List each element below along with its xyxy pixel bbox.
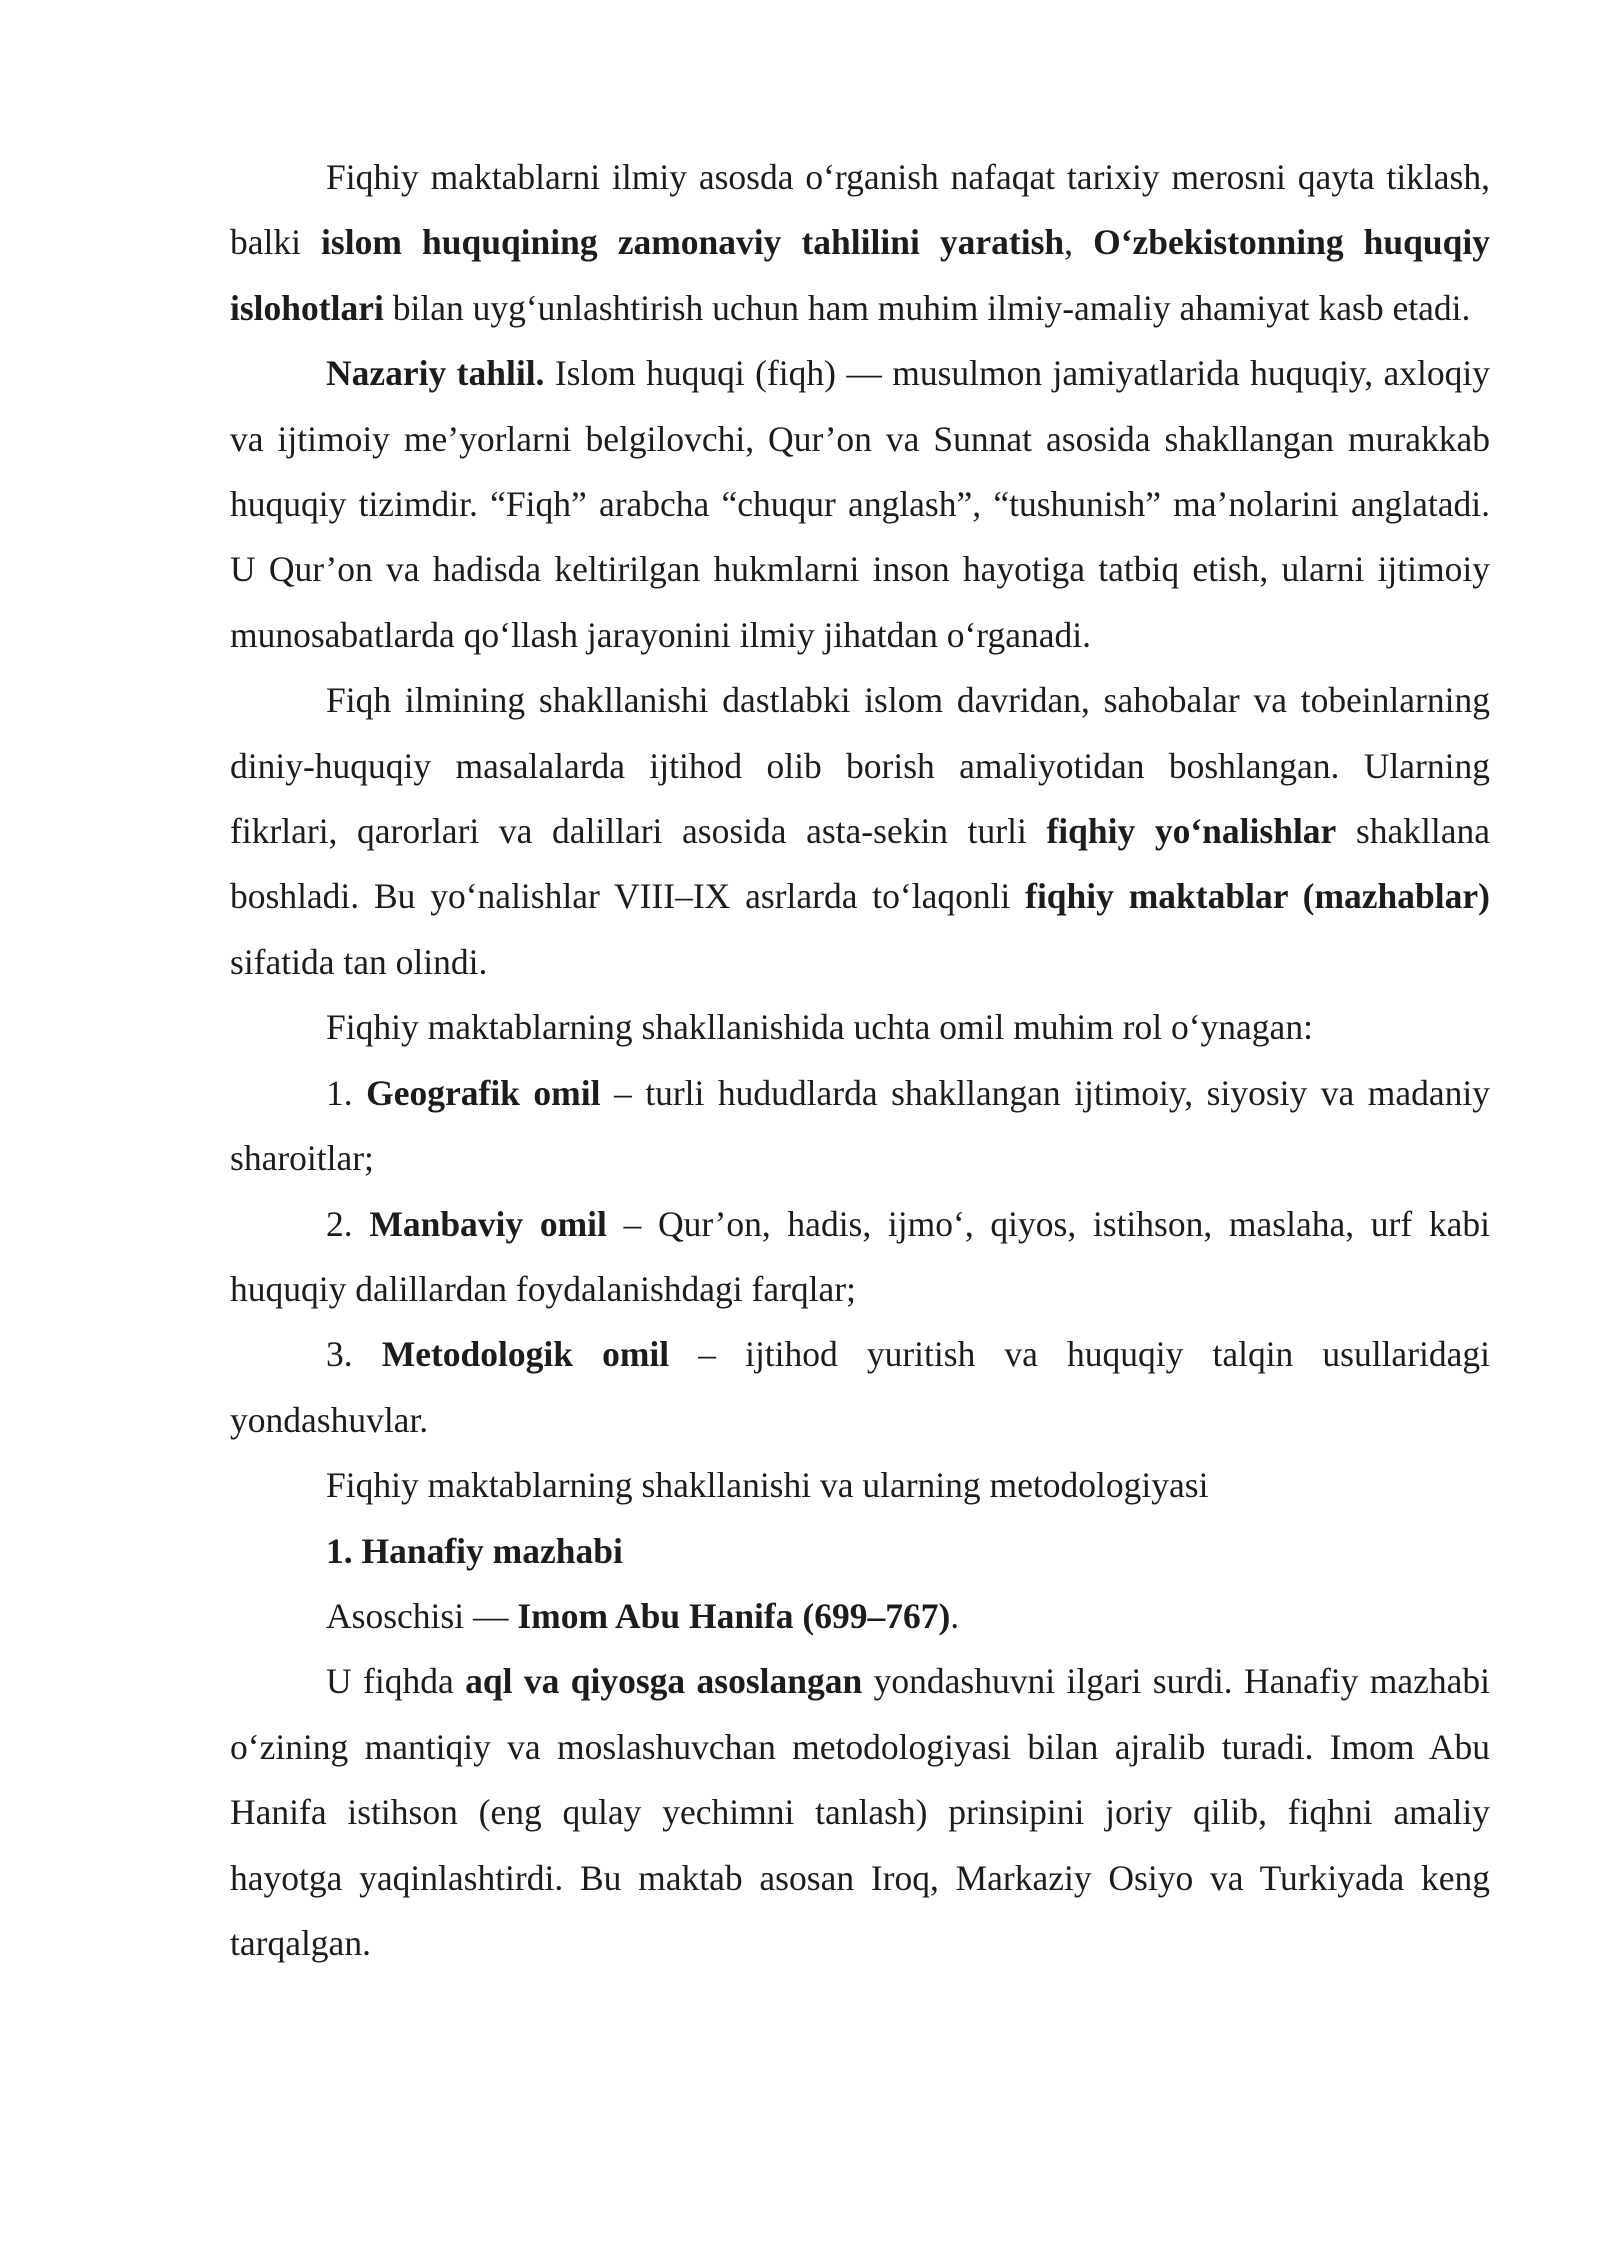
bold-text: O‘zbekistonning huquqiy islohotlari	[230, 222, 1490, 328]
bold-text: Geografik omil	[366, 1072, 601, 1113]
text-run: – ijtihod yuritish va huquqiy talqin usullaridagi yondashuvlar.	[230, 1334, 1490, 1440]
document-page	[230, 145, 1490, 1976]
text-run: bilan uyg‘unlashtirish uchun ham muhim ilmiy-amaliy ahamiyat kasb etadi.	[383, 287, 1471, 328]
text-run: U fiqhda	[326, 1661, 466, 1702]
bold-text: Manbaviy omil	[369, 1203, 607, 1244]
bold-text: Metodologik omil	[381, 1334, 670, 1375]
bold-text: aql va qiyosga asoslangan	[465, 1661, 863, 1702]
paragraph-p6	[230, 1192, 1490, 1323]
bold-text: fiqhiy yo‘nalishlar	[1046, 811, 1337, 852]
paragraph-p3	[230, 668, 1490, 995]
text-run: Islom huquqi (fiqh) — musulmon jamiyatlarida huquqiy, axloqiy va ijtimoiy me’yorlarni belgilovchi, Qur’on va Sunnat asosida shakllangan murakkab huquqiy tizimdir. “Fiqh” arabcha “chuqur anglash”, “tushunish” ma’nolarini anglatadi. U Qur’on va hadisda keltirilgan hukmlarni inson hayotiga tatbiq etish, ularni ijtimoiy munosabatlarda qo‘llash jarayonini ilmiy jihatdan o‘rganadi.	[230, 353, 1490, 655]
bold-text: 1. Hanafiy mazhabi	[326, 1530, 623, 1571]
text-run: 3.	[326, 1334, 382, 1375]
paragraph-p8	[230, 1453, 1490, 1518]
text-run: shakllana boshladi. Bu yo‘nalishlar VIII–IX asrlarda to‘laqonli	[230, 811, 1491, 917]
paragraph-p7	[230, 1322, 1490, 1453]
text-run: 2.	[326, 1203, 370, 1244]
bold-text: Imom Abu Hanifa (699–767)	[517, 1595, 951, 1636]
text-run: Fiqhiy maktablarning shakllanishi va ularning metodologiyasi	[326, 1465, 1209, 1506]
text-run: 1.	[326, 1072, 367, 1113]
bold-text: Nazariy tahlil.	[326, 353, 545, 394]
text-run: sifatida tan olindi.	[230, 941, 488, 982]
text-run: Fiqhiy maktablarni ilmiy asosda o‘rganish nafaqat tarixiy merosni qayta tiklash, balki	[230, 157, 1490, 263]
text-run: Asoschisi —	[326, 1595, 518, 1636]
text-run: ,	[1064, 222, 1094, 263]
paragraph-p11	[230, 1649, 1490, 1976]
paragraph-p1	[230, 145, 1490, 341]
paragraph-p10	[230, 1584, 1490, 1649]
bold-text: fiqhiy maktablar (mazhablar)	[1025, 876, 1490, 917]
text-run: yondashuvni ilgari surdi. Hanafiy mazhabi o‘zining mantiqiy va moslashuvchan metodologiyasi bilan ajralib turadi. Imom Abu Hanifa istihson (eng qulay yechimni tanlash) prinsipini joriy qilib, fiqhni amaliy hayotga yaqinlashtirdi. Bu maktab asosan Iroq, Markaziy Osiyo va Turkiyada keng tarqalgan.	[230, 1661, 1491, 1963]
paragraph-p2	[230, 341, 1490, 668]
text-run: Fiqhiy maktablarning shakllanishida uchta omil muhim rol o‘ynagan:	[326, 1007, 1313, 1048]
text-run: – Qur’on, hadis, ijmo‘, qiyos, istihson, maslaha, urf kabi huquqiy dalillardan foydalanishdagi farqlar;	[230, 1203, 1490, 1309]
paragraph-p9	[230, 1519, 1490, 1584]
paragraph-p5	[230, 1061, 1490, 1192]
text-run: Fiqh ilmining shakllanishi dastlabki islom davridan, sahobalar va tobeinlarning diniy-huquqiy masalalarda ijtihod olib borish amaliyotidan boshlangan. Ularning fikrlari, qarorlari va dalillari asosida asta-sekin turli	[230, 680, 1490, 852]
text-run: .	[950, 1595, 960, 1636]
text-run: – turli hududlarda shakllangan ijtimoiy, siyosiy va madaniy sharoitlar;	[230, 1072, 1490, 1179]
bold-text: islom huquqining zamonaviy tahlilini yaratish	[321, 222, 1065, 263]
paragraph-p4	[230, 995, 1490, 1060]
